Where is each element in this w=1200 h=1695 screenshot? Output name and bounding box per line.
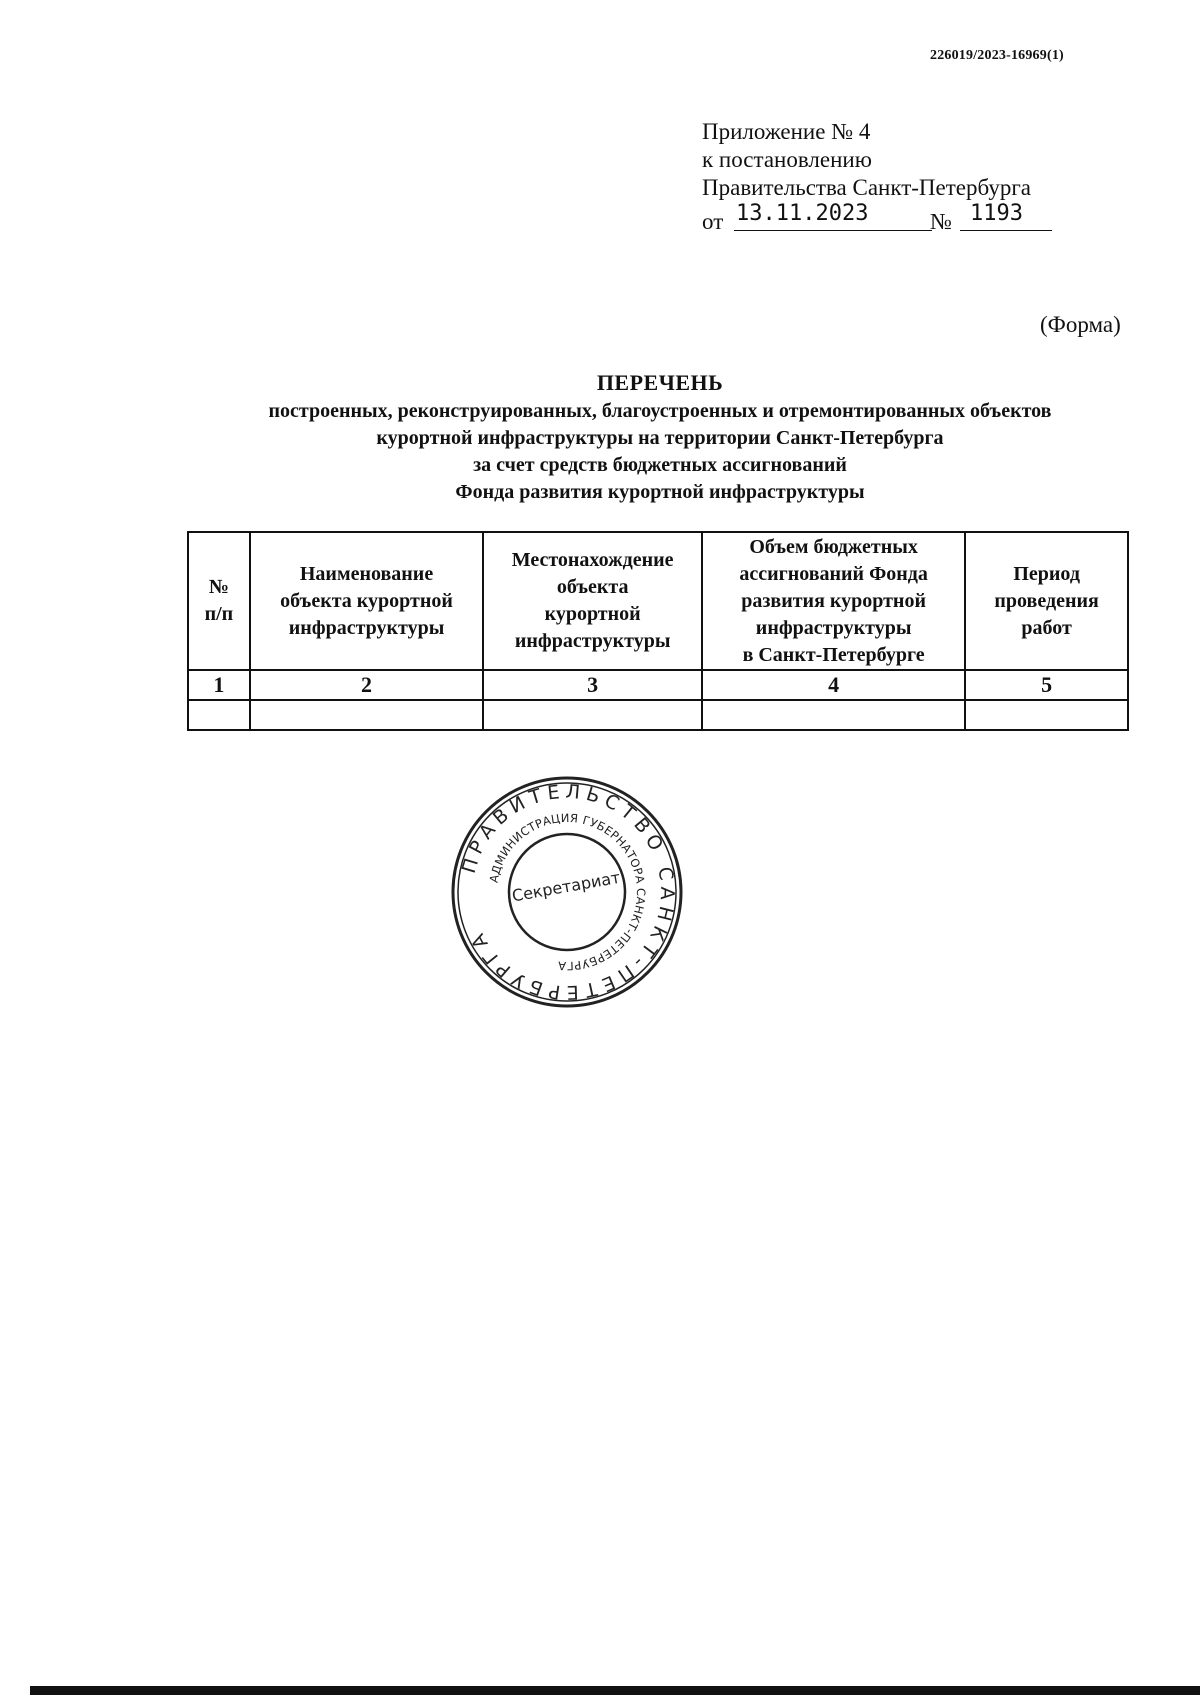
column-number-4: 4: [702, 670, 965, 700]
title-main: ПЕРЕЧЕНЬ: [596, 370, 724, 395]
header-object-name: Наименование объекта курортной инфраструктуры: [250, 532, 484, 670]
header-budget-volume: Объем бюджетных ассигнований Фонда развития курортной инфраструктуры в Санкт-Петербурге: [702, 532, 965, 670]
empty-cell: [188, 700, 250, 730]
empty-cell: [250, 700, 484, 730]
appendix-date-line: [702, 200, 1062, 234]
number-sign: №: [930, 209, 952, 234]
header-work-period: Период проведения работ: [965, 532, 1128, 670]
table-header-row: [188, 532, 1128, 670]
objects-table: [187, 531, 1129, 731]
seal-middle-text: АДМИНИСТРАЦИЯ ГУБЕРНАТОРА САНКТ-ПЕТЕРБУРГА: [486, 810, 649, 974]
document-number: 226019/2023-16969(1): [930, 48, 1064, 63]
seal-center-text: Секретариат: [510, 867, 622, 906]
empty-cell: [702, 700, 965, 730]
table-empty-row: [188, 700, 1128, 730]
empty-cell: [965, 700, 1128, 730]
header-number: № п/п: [188, 532, 250, 670]
column-number-3: 3: [483, 670, 702, 700]
from-label: от: [702, 209, 724, 234]
seal-outer-text: ПРАВИТЕЛЬСТВО САНКТ-ПЕТЕРБУРГА: [457, 780, 679, 1004]
empty-cell: [483, 700, 702, 730]
appendix-line-1: Приложение № 4: [702, 119, 871, 144]
decree-date: 13.11.2023: [734, 200, 932, 231]
form-label: (Форма): [1040, 312, 1121, 337]
title-line-3: за счет средств бюджетных ассигнований: [473, 454, 847, 476]
header-object-location: Местонахождение объекта курортной инфраструктуры: [483, 532, 702, 670]
column-number-1: 1: [188, 670, 250, 700]
column-number-2: 2: [250, 670, 484, 700]
appendix-block: [702, 118, 1062, 234]
decree-number: 1193: [960, 200, 1052, 231]
column-number-5: 5: [965, 670, 1128, 700]
title-line-1: построенных, реконструированных, благоустроенных и отремонтированных объектов: [268, 400, 1052, 422]
title-line-4: Фонда развития курортной инфраструктуры: [455, 481, 865, 503]
bottom-scan-edge: [30, 1686, 1200, 1695]
document-title: [160, 368, 1160, 506]
title-line-2: курортной инфраструктуры на территории Санкт-Петербурга: [376, 427, 944, 449]
appendix-line-2: к постановлению: [702, 147, 872, 172]
secretariat-seal: [450, 775, 684, 1009]
table-column-numbers-row: [188, 670, 1128, 700]
appendix-line-3: Правительства Санкт-Петербурга: [702, 175, 1031, 200]
